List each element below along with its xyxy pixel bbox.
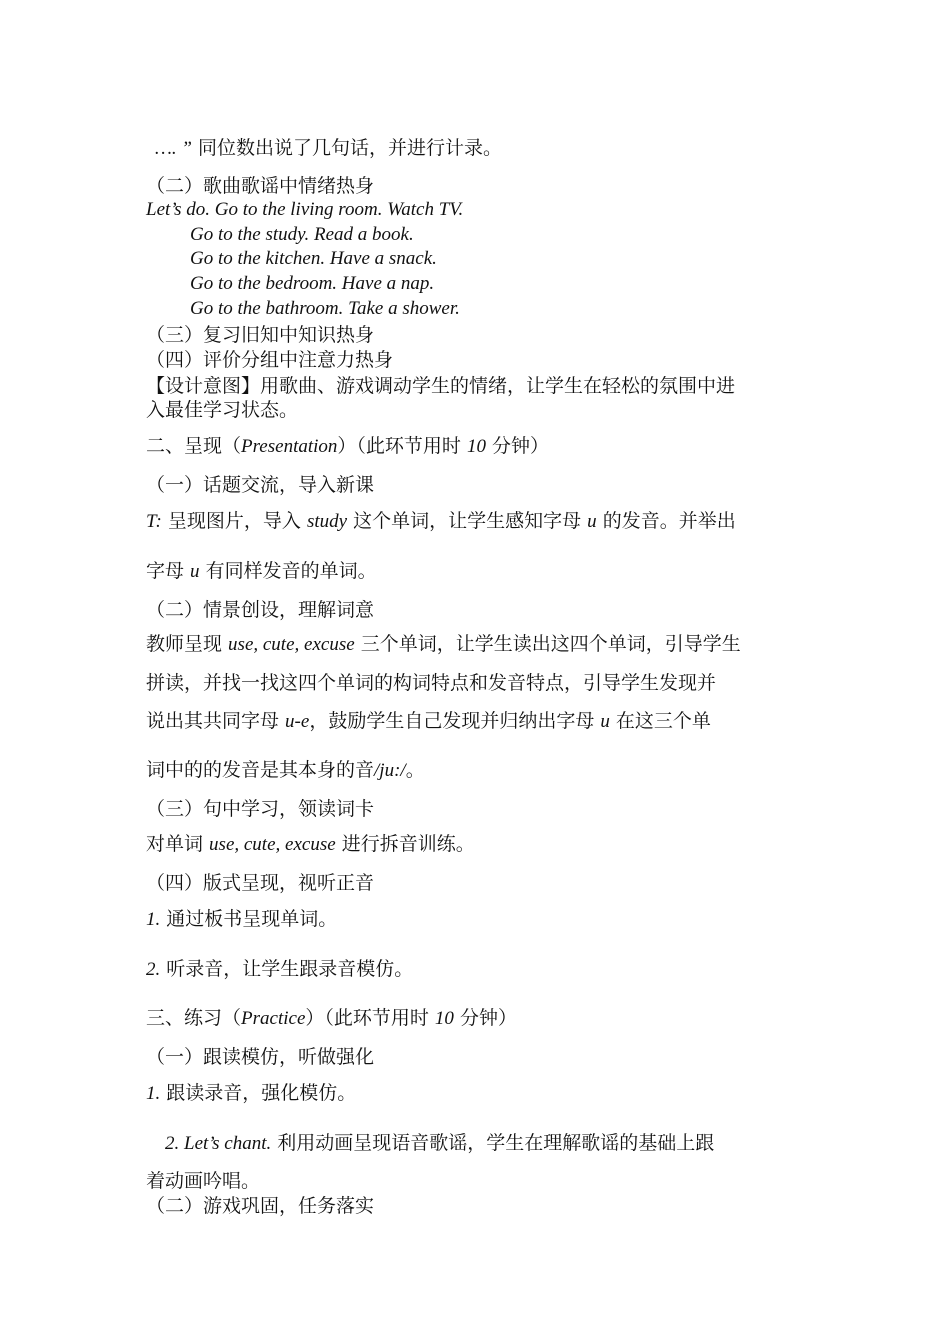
- list-item: 1. 通过板书呈现单词。: [146, 908, 338, 930]
- list-item: 2. Let’s chant. 利用动画呈现语音歌谣，学生在理解歌谣的基础上跟: [165, 1132, 715, 1154]
- paragraph-line: T: 呈现图片，导入 study 这个单词，让学生感知字母 u 的发音。并举出: [146, 510, 736, 532]
- line-text: 同位数出说了几句话，并进行计录。: [198, 137, 503, 159]
- section-heading: （四）版式呈现，视听正音: [146, 872, 375, 894]
- paragraph-line: 对单词 use, cute, excuse 进行拆音训练。: [146, 833, 475, 855]
- paragraph-line: 拼读，并找一找这四个单词的构词特点和发音特点，引导学生发现并: [146, 672, 717, 694]
- paragraph-line: 教师呈现 use, cute, excuse 三个单词，让学生读出这四个单词，引导学生: [146, 633, 741, 655]
- design-intent-line: 入最佳学习状态。: [146, 399, 299, 421]
- list-item: 2. 听录音，让学生跟录音模仿。: [146, 958, 414, 980]
- section-heading: （二）情景创设，理解词意: [146, 599, 375, 621]
- section-heading: （二）歌曲歌谣中情绪热身: [146, 175, 375, 197]
- part-heading-practice: 三、练习（Practice）（此环节用时 10 分钟）: [146, 1007, 517, 1029]
- section-heading: （一）跟读模仿，听做强化: [146, 1046, 375, 1068]
- section-heading: （二）游戏巩固，任务落实: [146, 1195, 375, 1217]
- section-heading: （三）复习旧知中知识热身: [146, 324, 375, 346]
- section-heading: （一）话题交流，导入新课: [146, 474, 375, 496]
- song-line: Go to the kitchen. Have a snack.: [190, 248, 437, 269]
- section-heading: （三）句中学习，领读词卡: [146, 798, 375, 820]
- design-intent-line: 【设计意图】用歌曲、游戏调动学生的情绪，让学生在轻松的氛围中进: [146, 375, 736, 397]
- section-heading: （四）评价分组中注意力热身: [146, 349, 394, 371]
- paragraph-line: 词中的的发音是其本身的音/ju:/。: [146, 759, 425, 781]
- paragraph-line: [155, 136, 502, 161]
- paragraph-line: 着动画吟唱。: [146, 1170, 261, 1192]
- list-item: 1. 跟读录音，强化模仿。: [146, 1082, 357, 1104]
- song-line: Go to the bathroom. Take a shower.: [190, 298, 460, 319]
- song-line: Go to the study. Read a book.: [190, 224, 414, 245]
- ellipsis-quote: …. ”: [155, 138, 192, 159]
- song-line: Go to the bedroom. Have a nap.: [190, 273, 435, 294]
- paragraph-line: 说出其共同字母 u-e，鼓励学生自己发现并归纳出字母 u 在这三个单: [146, 710, 711, 732]
- part-heading-presentation: 二、呈现（Presentation）（此环节用时 10 分钟）: [146, 435, 550, 457]
- paragraph-line: 字母 u 有同样发音的单词。: [146, 560, 377, 582]
- song-line: Let’s do. Go to the living room. Watch TV.: [146, 199, 464, 220]
